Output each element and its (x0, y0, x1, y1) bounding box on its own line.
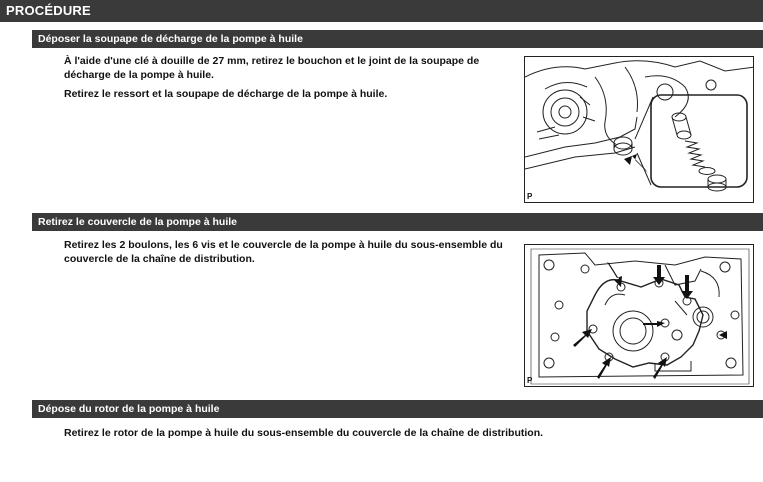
pump-cover-illustration (524, 244, 754, 387)
relief-valve-illustration (524, 56, 754, 203)
step-text-remove-plug: À l'aide d'une clé à douille de 27 mm, retirez le bouchon et le joint de la soupape de décharge de la pompe à huile. (64, 55, 480, 81)
section-heading-pump-rotor: Dépose du rotor de la pompe à huile (32, 400, 763, 418)
figure-label: P (527, 376, 533, 385)
figure-label: P (527, 192, 533, 201)
pump-cover-drawing (525, 245, 754, 387)
page-title: PROCÉDURE (0, 0, 763, 22)
relief-valve-drawing (525, 57, 754, 203)
step-text-remove-cover: Retirez les 2 boulons, les 6 vis et le couvercle de la pompe à huile du sous-ensemble du couvercle de la chaîne de distribution. (64, 239, 503, 265)
step-text-remove-spring: Retirez le ressort et la soupape de décharge de la pompe à huile. (64, 88, 388, 100)
step-text-remove-rotor: Retirez le rotor de la pompe à huile du sous-ensemble du couvercle de la chaîne de distribution. (64, 427, 544, 439)
section-heading-relief-valve: Déposer la soupape de décharge de la pompe à huile (32, 30, 763, 48)
section-heading-pump-cover: Retirez le couvercle de la pompe à huile (32, 213, 763, 231)
